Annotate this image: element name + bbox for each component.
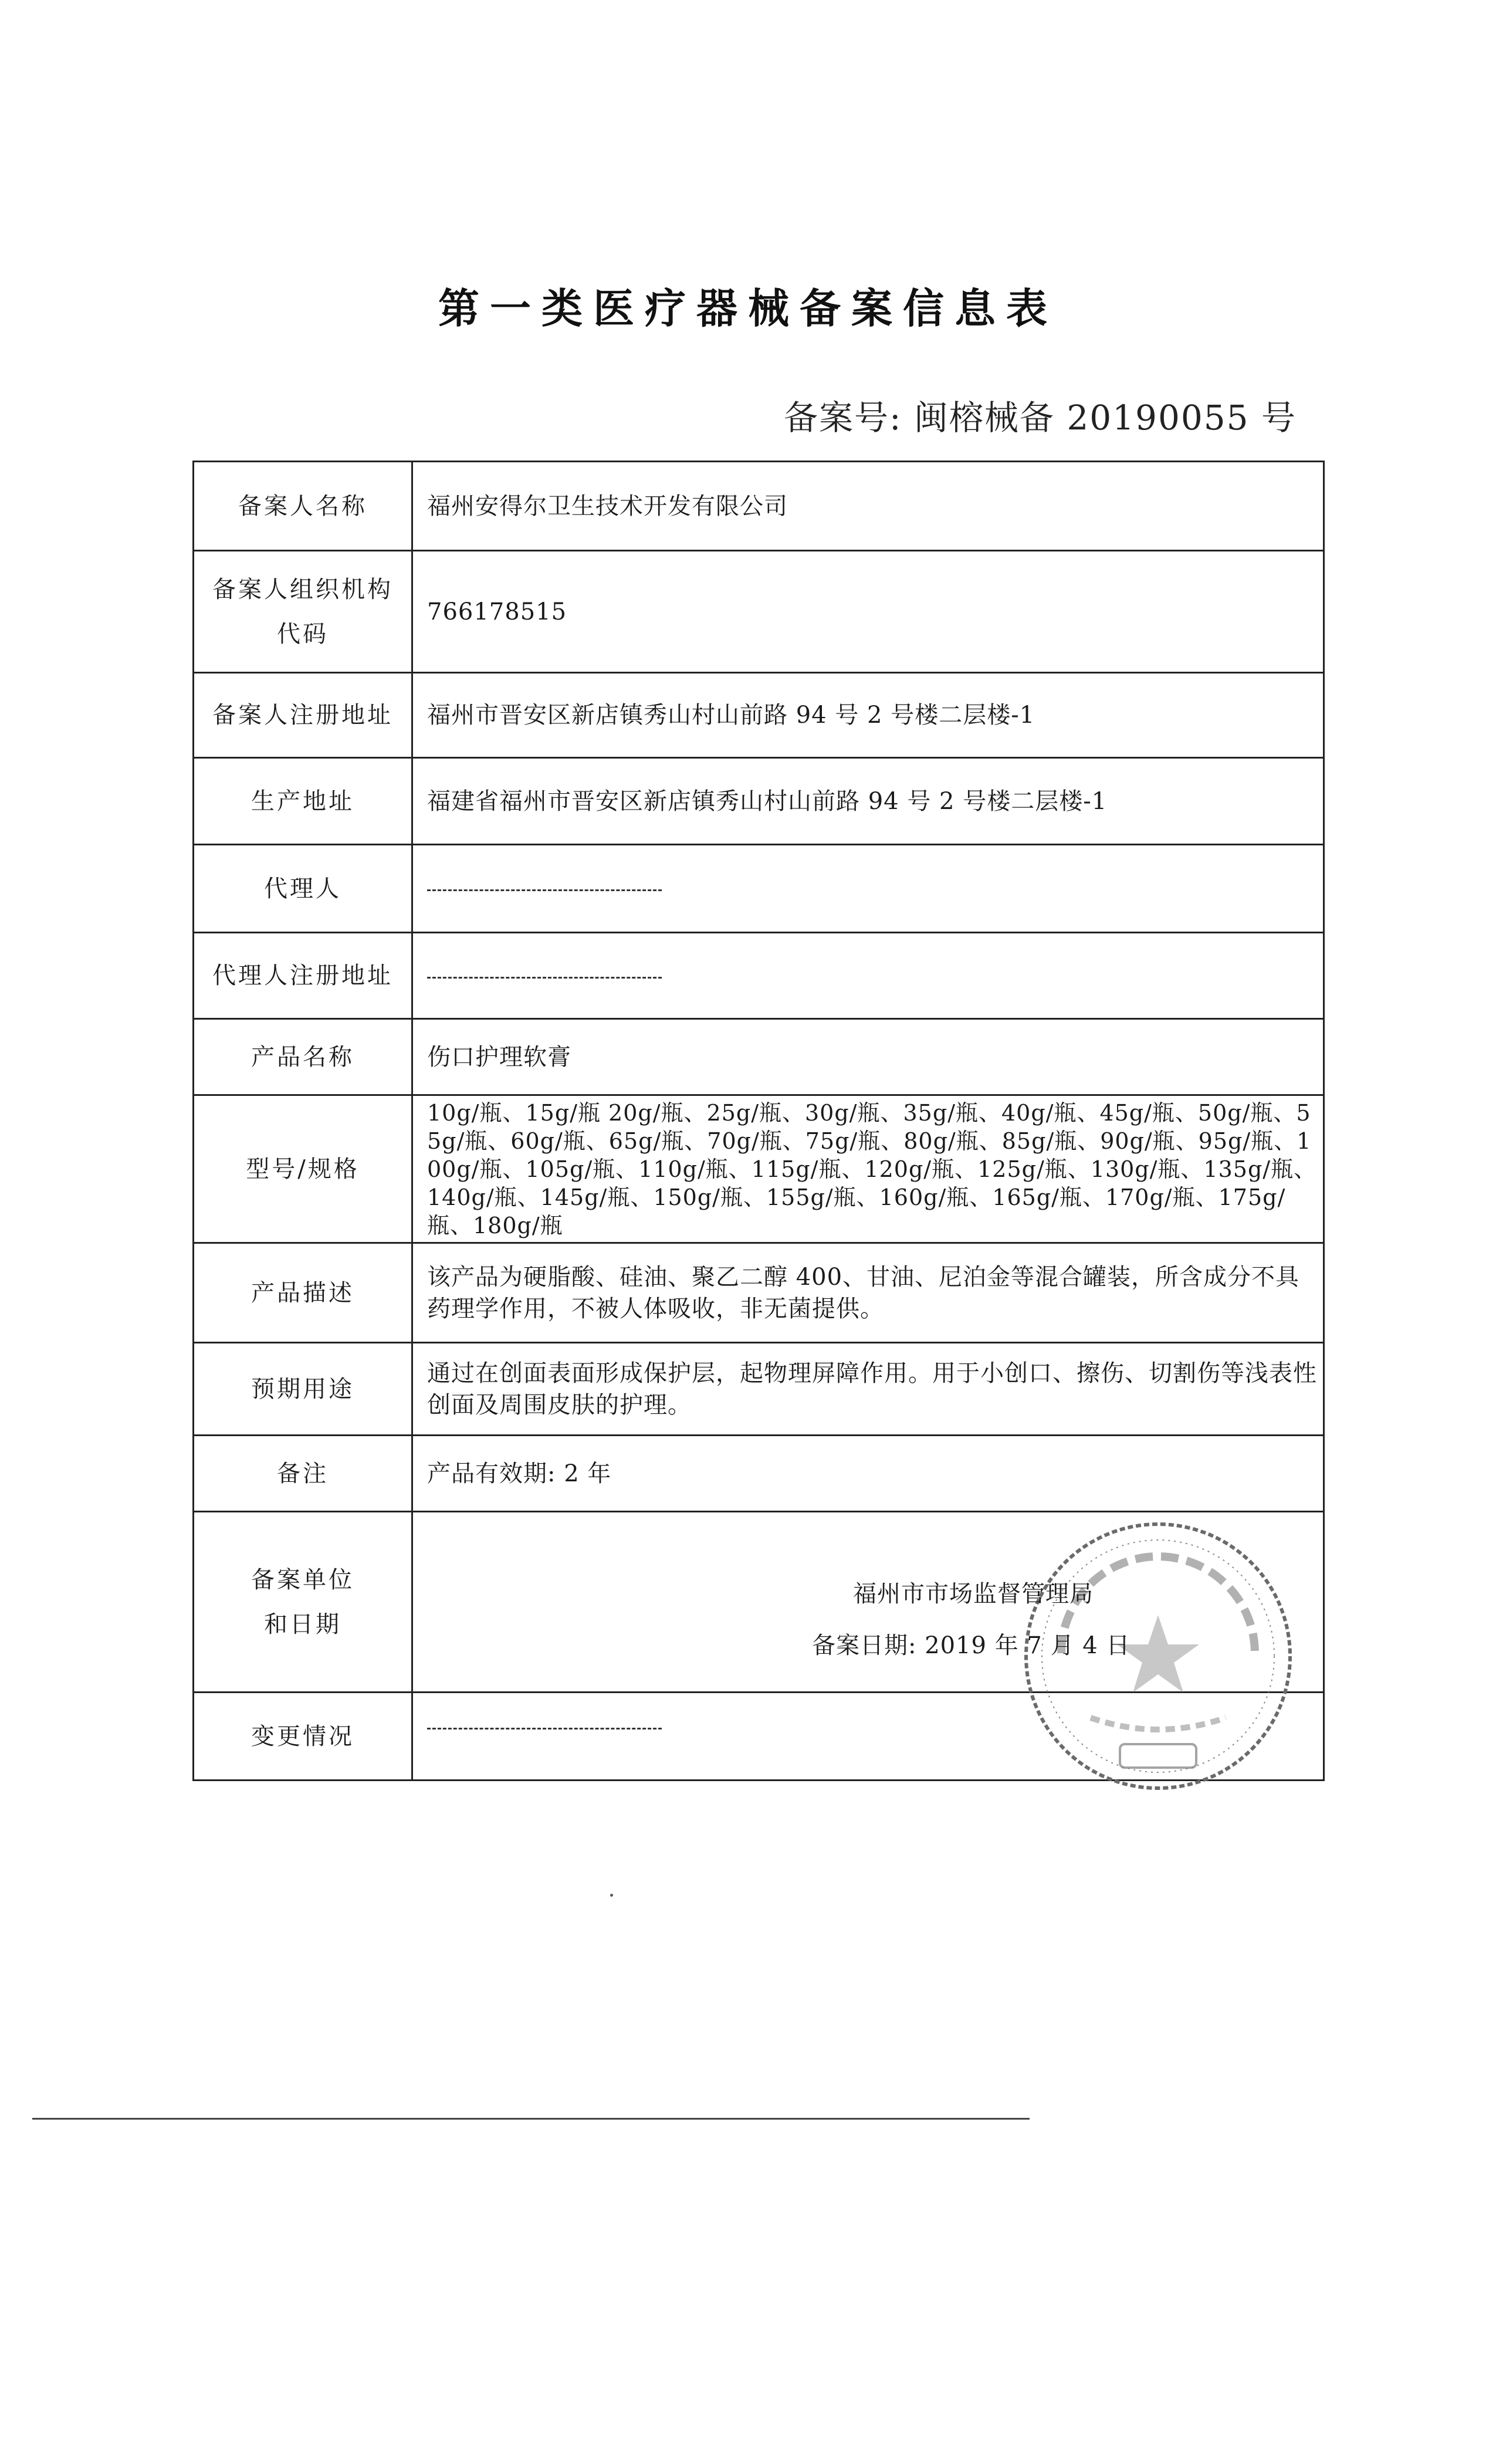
product-name-label: 产品名称 bbox=[194, 1019, 412, 1095]
production-address-label: 生产地址 bbox=[194, 758, 412, 845]
issuer-block bbox=[812, 1568, 1130, 1671]
filing-unit-value bbox=[412, 1512, 1324, 1693]
org-code-label-line2: 代码 bbox=[277, 620, 329, 648]
table-row bbox=[194, 1243, 1324, 1343]
change-history-label: 变更情况 bbox=[194, 1693, 412, 1781]
applicant-name-label: 备案人名称 bbox=[194, 462, 412, 551]
applicant-name-value: 福州安得尔卫生技术开发有限公司 bbox=[412, 462, 1324, 551]
table-row bbox=[194, 845, 1324, 933]
production-address-value: 福建省福州市晋安区新店镇秀山村山前路 94 号 2 号楼二层楼-1 bbox=[412, 758, 1324, 845]
table-row bbox=[194, 1512, 1324, 1693]
table-row bbox=[194, 933, 1324, 1019]
model-spec-value: 10g/瓶、15g/瓶 20g/瓶、25g/瓶、30g/瓶、35g/瓶、40g/瓶、45g/瓶、50g/瓶、55g/瓶、60g/瓶、65g/瓶、70g/瓶、75g/瓶、80g/瓶、85g/瓶、90g/瓶、95g/瓶、100g/瓶、105g/瓶、110g/瓶、115g/瓶、120g/瓶、125g/瓶、130g/瓶、135g/瓶、140g/瓶、145g/瓶、150g/瓶、155g/瓶、160g/瓶、165g/瓶、170g/瓶、175g/瓶、180g/瓶 bbox=[412, 1095, 1324, 1243]
filing-unit-label bbox=[194, 1512, 412, 1693]
table-row bbox=[194, 1095, 1324, 1243]
empty-dash-line bbox=[427, 889, 662, 891]
filing-unit-content bbox=[413, 1512, 1323, 1691]
org-code-label-line1: 备案人组织机构 bbox=[212, 576, 393, 603]
table-row bbox=[194, 1019, 1324, 1095]
agent-value bbox=[412, 845, 1324, 933]
table-row bbox=[194, 673, 1324, 758]
table-row bbox=[194, 551, 1324, 673]
product-description-label: 产品描述 bbox=[194, 1243, 412, 1343]
document-title: 第一类医疗器械备案信息表 bbox=[438, 284, 1058, 333]
remarks-label: 备注 bbox=[194, 1436, 412, 1512]
intended-use-label: 预期用途 bbox=[194, 1343, 412, 1436]
org-code-label bbox=[194, 551, 412, 673]
filing-date: 备案日期: 2019 年 7 月 4 日 bbox=[812, 1632, 1131, 1659]
agent-label: 代理人 bbox=[194, 845, 412, 933]
filing-unit-label-line1: 备案单位 bbox=[251, 1566, 354, 1593]
org-code-value: 766178515 bbox=[412, 551, 1324, 673]
table-row bbox=[194, 758, 1324, 845]
record-info-table bbox=[192, 461, 1325, 1781]
issuer-name: 福州市市场监督管理局 bbox=[853, 1580, 1094, 1607]
model-spec-label: 型号/规格 bbox=[194, 1095, 412, 1243]
agent-address-label: 代理人注册地址 bbox=[194, 933, 412, 1019]
registered-address-label: 备案人注册地址 bbox=[194, 673, 412, 758]
product-description-value: 该产品为硬脂酸、硅油、聚乙二醇 400、甘油、尼泊金等混合罐装，所含成分不具药理学作用，不被人体吸收，非无菌提供。 bbox=[412, 1243, 1324, 1343]
product-name-value: 伤口护理软膏 bbox=[412, 1019, 1324, 1095]
bottom-rule bbox=[32, 2118, 1030, 2120]
intended-use-value: 通过在创面表面形成保护层，起物理屏障作用。用于小创口、擦伤、切割伤等浅表性创面及周围皮肤的护理。 bbox=[412, 1343, 1324, 1436]
table-row bbox=[194, 1343, 1324, 1436]
empty-dash-line bbox=[427, 977, 662, 979]
table-row bbox=[194, 1436, 1324, 1512]
scan-speck bbox=[610, 1894, 613, 1897]
registered-address-value: 福州市晋安区新店镇秀山村山前路 94 号 2 号楼二层楼-1 bbox=[412, 673, 1324, 758]
remarks-value: 产品有效期: 2 年 bbox=[412, 1436, 1324, 1512]
filing-unit-label-line2: 和日期 bbox=[264, 1610, 341, 1638]
agent-address-value bbox=[412, 933, 1324, 1019]
empty-dash-line bbox=[427, 1728, 662, 1729]
table-row bbox=[194, 462, 1324, 551]
record-number: 备案号: 闽榕械备 20190055 号 bbox=[783, 398, 1297, 438]
